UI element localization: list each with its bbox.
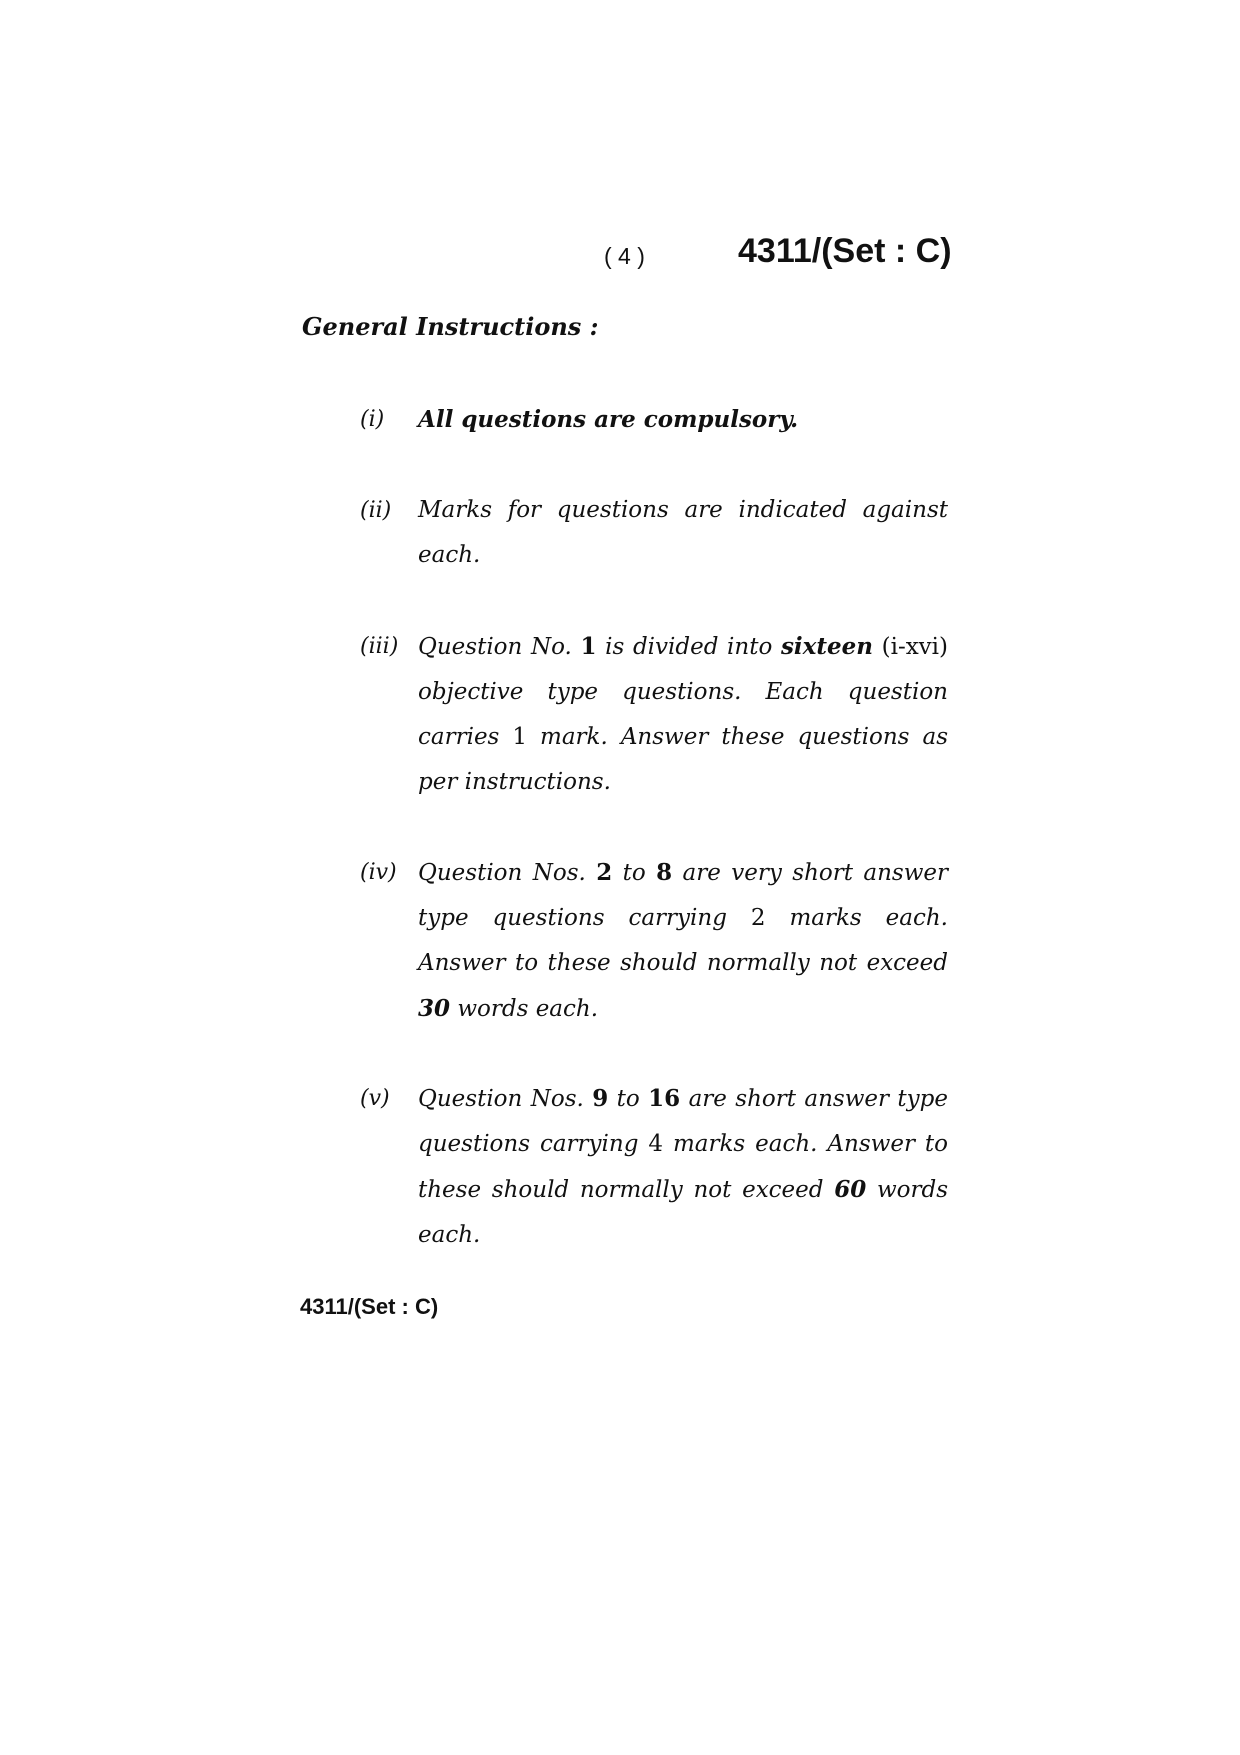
instruction-numeral: (v) bbox=[360, 1086, 390, 1111]
emphasis-word: sixteen bbox=[780, 633, 873, 660]
instruction-iv bbox=[360, 850, 948, 1032]
instruction-text bbox=[418, 624, 948, 805]
instruction-ii bbox=[360, 488, 948, 578]
text-run: Question Nos. bbox=[418, 1086, 593, 1112]
marks-value: 2 bbox=[750, 905, 766, 931]
instruction-i bbox=[360, 397, 948, 442]
question-number: 2 bbox=[596, 859, 613, 886]
text-run: Question No. bbox=[418, 634, 581, 660]
general-instructions-heading: General Instructions : bbox=[302, 312, 599, 341]
text-run: to bbox=[608, 1086, 649, 1112]
word-limit: 30 bbox=[418, 995, 451, 1022]
instruction-text: All questions are compulsory. bbox=[418, 406, 799, 433]
instruction-iii bbox=[360, 624, 948, 805]
instruction-text: Marks for questions are indicated against each. bbox=[418, 497, 948, 568]
text-run: mark. Answer these questions as per instructions. bbox=[418, 724, 948, 795]
instruction-v bbox=[360, 1076, 948, 1258]
instruction-numeral: (ii) bbox=[360, 498, 392, 523]
text-run: are short answer type questions carrying bbox=[418, 1086, 948, 1157]
instruction-numeral: (i) bbox=[360, 407, 385, 432]
text-run: are very short answer type questions carrying bbox=[418, 860, 948, 931]
text-run: marks each. Answer to these should normally not exceed bbox=[418, 1131, 948, 1203]
text-run: words each. bbox=[418, 1177, 949, 1248]
text-run: words each. bbox=[450, 996, 599, 1022]
question-number: 8 bbox=[656, 859, 673, 886]
word-limit: 60 bbox=[834, 1176, 867, 1203]
range-label: (i-xvi) bbox=[881, 634, 949, 660]
text-run bbox=[873, 634, 882, 660]
text-run: objective type questions. Each question carries bbox=[418, 679, 948, 750]
marks-value: 1 bbox=[512, 724, 528, 750]
instruction-numeral: (iv) bbox=[360, 860, 397, 885]
paper-code-header: 4311/(Set : C) bbox=[738, 232, 952, 270]
question-number: 9 bbox=[592, 1085, 609, 1112]
text-run: to bbox=[612, 860, 657, 886]
instruction-numeral: (iii) bbox=[360, 634, 399, 659]
marks-value: 4 bbox=[648, 1131, 664, 1157]
question-number: 16 bbox=[648, 1085, 681, 1112]
page-number: ( 4 ) bbox=[604, 243, 645, 269]
text-run: marks each. Answer to these should normally not exceed bbox=[418, 905, 948, 976]
paper-code-footer: 4311/(Set : C) bbox=[300, 1294, 439, 1319]
text-run: Question Nos. bbox=[418, 860, 597, 886]
question-number: 1 bbox=[580, 633, 597, 660]
text-run: is divided into bbox=[596, 634, 781, 660]
instruction-text bbox=[418, 1076, 948, 1258]
instruction-text bbox=[418, 850, 948, 1032]
